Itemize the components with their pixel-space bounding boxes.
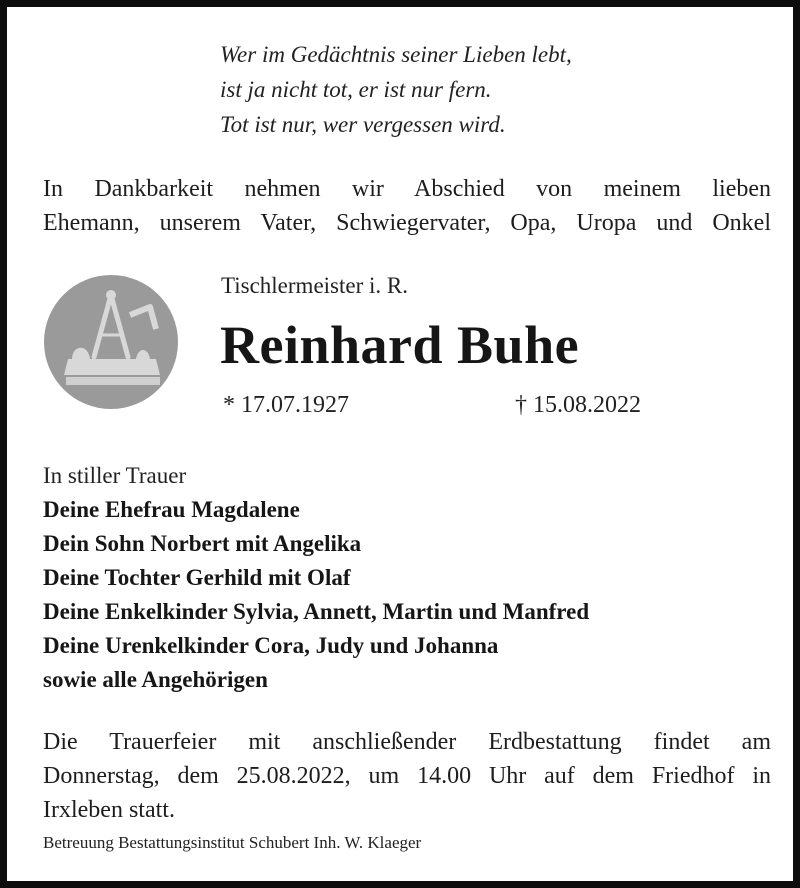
poem-line: Tot ist nur, wer vergessen wird. bbox=[220, 112, 506, 137]
mourner-line: sowie alle Angehörigen bbox=[43, 667, 268, 692]
mourner-line: Deine Tochter Gerhild mit Olaf bbox=[43, 565, 351, 590]
mourner-line: Dein Sohn Norbert mit Angelika bbox=[43, 531, 362, 556]
service-line: Donnerstag, dem 25.08.2022, um 14.00 Uhr auf dem Friedhof in bbox=[43, 763, 771, 789]
mourners-list bbox=[43, 459, 589, 697]
death-date: † 15.08.2022 bbox=[515, 392, 641, 418]
mourner-line: Deine Enkelkinder Sylvia, Annett, Martin und Manfred bbox=[43, 599, 590, 624]
funeral-home-credit: Betreuung Bestattungsinstitut Schubert Inh. W. Klaeger bbox=[43, 833, 422, 852]
carpenter-tools-icon bbox=[44, 275, 178, 409]
occupation-label: Tischlermeister i. R. bbox=[221, 273, 408, 298]
intro-line: Ehemann, unserem Vater, Schwiegervater, Opa, Uropa und Onkel bbox=[43, 210, 771, 236]
farewell-intro bbox=[43, 172, 771, 240]
service-line: Irxleben statt. bbox=[43, 797, 175, 823]
funeral-service-info bbox=[43, 725, 771, 827]
mourners-heading: In stiller Trauer bbox=[43, 463, 187, 488]
mourner-line: Deine Urenkelkinder Cora, Judy und Johanna bbox=[43, 633, 499, 658]
intro-line: In Dankbarkeit nehmen wir Abschied von meinem lieben bbox=[43, 176, 771, 202]
memorial-poem bbox=[220, 37, 572, 142]
poem-line: ist ja nicht tot, er ist nur fern. bbox=[220, 77, 492, 102]
service-line: Die Trauerfeier mit anschließender Erdbestattung findet am bbox=[43, 729, 771, 755]
poem-line: Wer im Gedächtnis seiner Lieben lebt, bbox=[220, 42, 572, 67]
deceased-name: Reinhard Buhe bbox=[220, 315, 580, 375]
birth-date: * 17.07.1927 bbox=[223, 392, 349, 418]
mourner-line: Deine Ehefrau Magdalene bbox=[43, 497, 300, 522]
